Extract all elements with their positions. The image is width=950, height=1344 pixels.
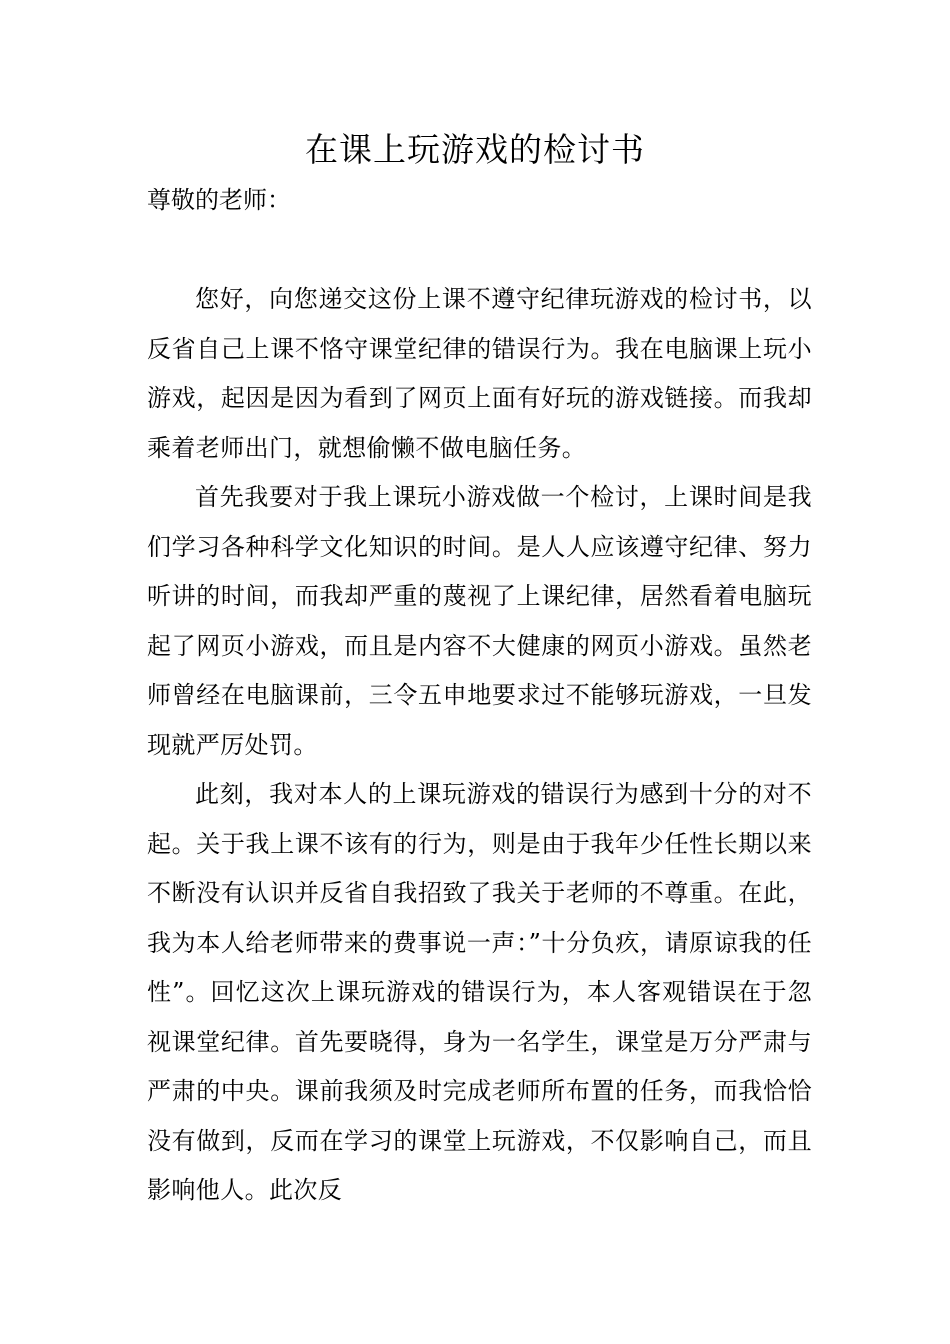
document-title: 在课上玩游戏的检讨书: [305, 130, 645, 169]
paragraph-3: 此刻，我对本人的上课玩游戏的错误行为感到十分的对不起。关于我上课不该有的行为，则是由于我年少任性长期以来不断没有认识并反省自我招致了我关于老师的不尊重。在此，我为本人给老师带来的费事说一声：”十分负疚，请原谅我的任性”。回忆这次上课玩游戏的错误行为，本人客观错误在于忽视课堂纪律。首先要晓得，身为一名学生，课堂是万分严肃与严肃的中央。课前我须及时完成老师所布置的任务，而我恰恰没有做到，反而在学习的课堂上玩游戏，不仅影响自己，而且影响他人。此次反: [147, 780, 812, 1204]
salutation: 尊敬的老师：: [147, 186, 291, 214]
paragraph-2: 首先我要对于我上课玩小游戏做一个检讨，上课时间是我们学习各种科学文化知识的时间。是人人应该遵守纪律、努力听讲的时间，而我却严重的蔑视了上课纪律，居然看着电脑玩起了网页小游戏，而且是内容不大健康的网页小游戏。虽然老师曾经在电脑课前，三令五申地要求过不能够玩游戏，一旦发现就严厉处罚。: [147, 483, 812, 759]
document-body: [147, 275, 812, 1216]
paragraph-1: 您好，向您递交这份上课不遵守纪律玩游戏的检讨书，以反省自己上课不恪守课堂纪律的错误行为。我在电脑课上玩小游戏，起因是因为看到了网页上面有好玩的游戏链接。而我却乘着老师出门，就想偷懒不做电脑任务。: [147, 285, 812, 462]
